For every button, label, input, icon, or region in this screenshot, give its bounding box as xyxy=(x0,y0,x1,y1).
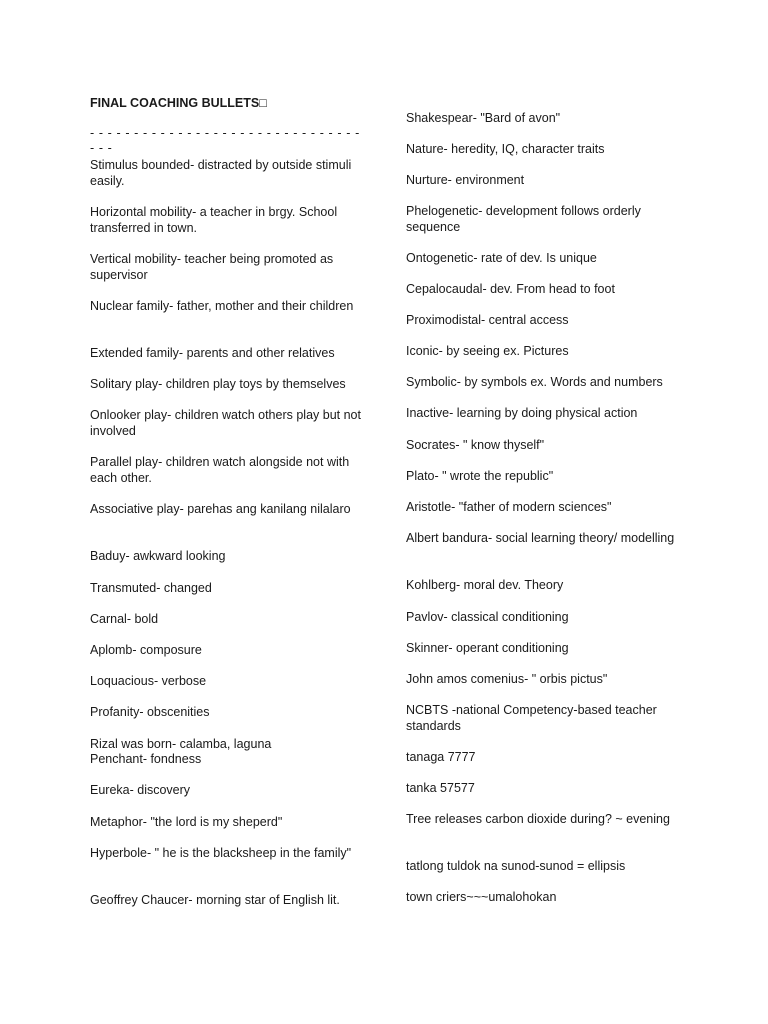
list-item: Plato- " wrote the republic" xyxy=(406,469,554,483)
document-title: FINAL COACHING BULLETS□ xyxy=(90,96,267,110)
list-item: Skinner- operant conditioning xyxy=(406,641,569,655)
list-item: Stimulus bounded- distracted by outside stimuli easily. xyxy=(90,158,352,188)
list-item: Vertical mobility- teacher being promoted as supervisor xyxy=(90,252,334,282)
list-item: Rizal was born- calamba, laguna xyxy=(90,737,272,751)
list-item: Metaphor- "the lord is my sheperd" xyxy=(90,815,283,829)
list-item: Nuclear family- father, mother and their children xyxy=(90,299,354,313)
list-item: town criers~~~umalohokan xyxy=(406,890,557,904)
list-item: John amos comenius- " orbis pictus" xyxy=(406,672,608,686)
list-item: tanaga 7777 xyxy=(406,750,476,764)
list-item: NCBTS -national Competency-based teacher standards xyxy=(406,703,657,733)
list-item: Symbolic- by symbols ex. Words and numbers xyxy=(406,375,663,389)
list-item: Associative play- parehas ang kanilang nilalaro xyxy=(90,502,351,516)
list-item: Eureka- discovery xyxy=(90,783,191,797)
divider-line: - - - - - - - - - - - - - - - - - - - - - - - - - - - - - - - - - - xyxy=(90,126,360,155)
list-item: Pavlov- classical conditioning xyxy=(406,610,569,624)
list-item: Nurture- environment xyxy=(406,173,525,187)
list-item: Loquacious- verbose xyxy=(90,674,207,688)
list-item: Profanity- obscenities xyxy=(90,705,210,719)
list-item: Albert bandura- social learning theory/ modelling xyxy=(406,531,675,545)
list-item: Carnal- bold xyxy=(90,612,159,626)
list-item: Shakespear- "Bard of avon" xyxy=(406,111,561,125)
list-item: Phelogenetic- development follows orderly sequence xyxy=(406,204,641,234)
list-item: Transmuted- changed xyxy=(90,581,212,595)
list-item: Solitary play- children play toys by themselves xyxy=(90,377,346,391)
list-item: Proximodistal- central access xyxy=(406,313,569,327)
list-item: Socrates- " know thyself" xyxy=(406,438,545,452)
list-item: Geoffrey Chaucer- morning star of English lit. xyxy=(90,893,340,907)
list-item: tatlong tuldok na sunod-sunod = ellipsis xyxy=(406,859,626,873)
list-item: Parallel play- children watch alongside not with each other. xyxy=(90,455,350,485)
list-item: Extended family- parents and other relatives xyxy=(90,346,335,360)
list-item: Aplomb- composure xyxy=(90,643,202,657)
list-item: Baduy- awkward looking xyxy=(90,549,226,563)
list-item: Onlooker play- children watch others play but not involved xyxy=(90,408,361,438)
list-item: Aristotle- "father of modern sciences" xyxy=(406,500,612,514)
list-item: Kohlberg- moral dev. Theory xyxy=(406,578,564,592)
list-item: Inactive- learning by doing physical action xyxy=(406,406,638,420)
list-item: tanka 57577 xyxy=(406,781,475,795)
list-item: Nature- heredity, IQ, character traits xyxy=(406,142,605,156)
list-item: Cepalocaudal- dev. From head to foot xyxy=(406,282,615,296)
list-item: Tree releases carbon dioxide during? ~ evening xyxy=(406,812,670,826)
list-item: Penchant- fondness xyxy=(90,752,202,766)
list-item: Hyperbole- " he is the blacksheep in the family" xyxy=(90,846,352,860)
list-item: Iconic- by seeing ex. Pictures xyxy=(406,344,569,358)
list-item: Ontogenetic- rate of dev. Is unique xyxy=(406,251,597,265)
list-item: Horizontal mobility- a teacher in brgy. School transferred in town. xyxy=(90,205,338,235)
